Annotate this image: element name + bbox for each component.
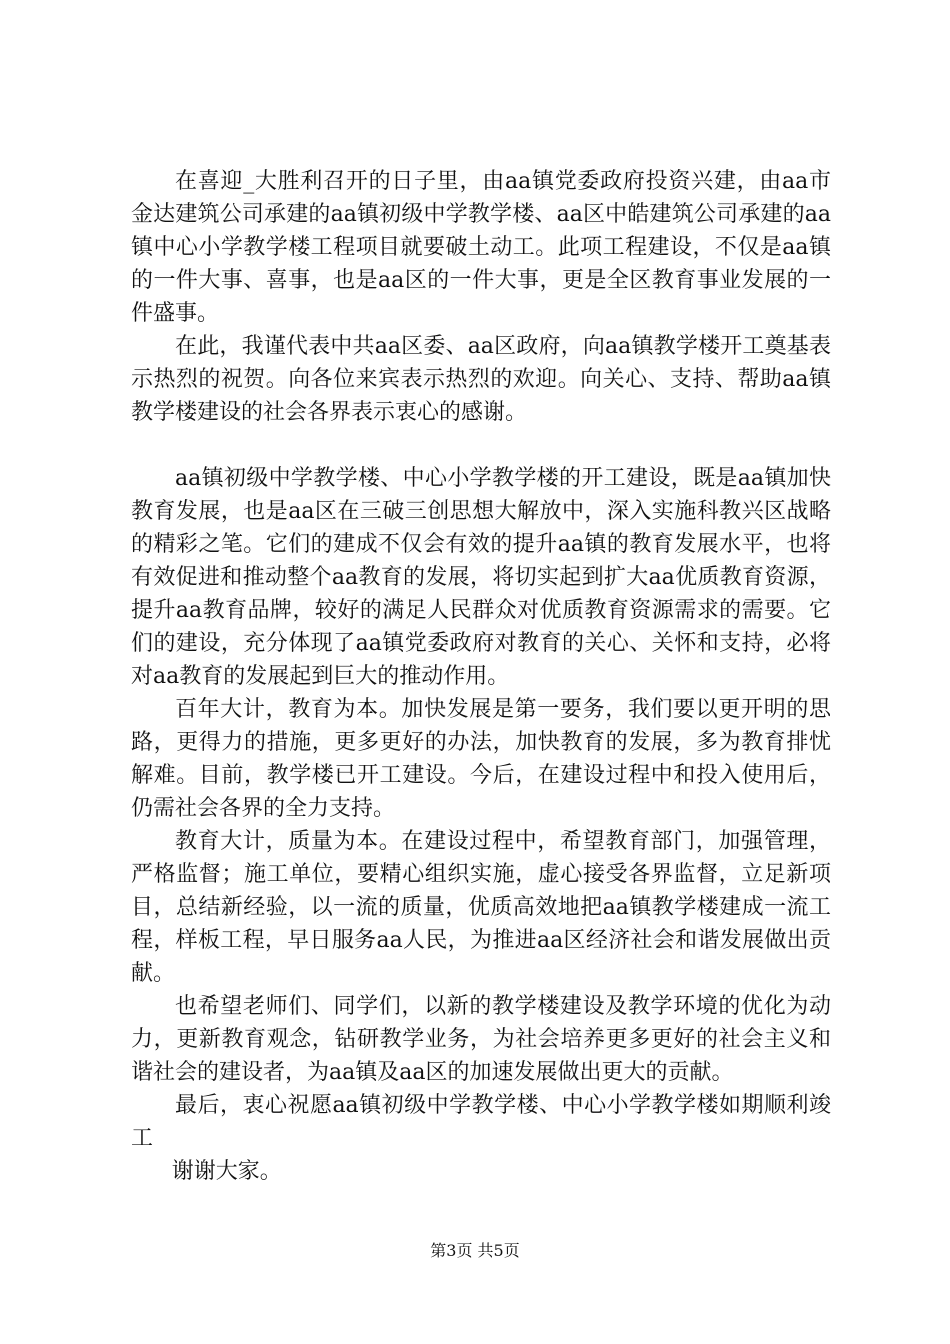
paragraph-3: aa镇初级中学教学楼、中心小学教学楼的开工建设，既是aa镇加快教育发展，也是aa区在三破三创思想大解放中，深入实施科教兴区战略的精彩之笔。它们的建成不仅会有效的提升aa镇的教育发展水平，也将有效促进和推动整个aa教育的发展，将切实起到扩大aa优质教育资源，提升aa教育品牌，较好的满足人民群众对优质教育资源需求的需要。它们的建设，充分体现了aa镇党委政府对教育的关心、关怀和支持，必将对aa教育的发展起到巨大的推动作用。 — [131, 466, 831, 689]
paragraph-1: 在喜迎_大胜利召开的日子里，由aa镇党委政府投资兴建，由aa市金达建筑公司承建的aa镇初级中学教学楼、aa区中皓建筑公司承建的aa镇中心小学教学楼工程项目就要破土动工。此项工程建设，不仅是aa镇的一件大事、喜事，也是aa区的一件大事，更是全区教育事业发展的一件盛事。 — [131, 169, 831, 326]
paragraph-4: 百年大计，教育为本。加快发展是第一要务，我们要以更开明的思路，更得力的措施，更多更好的办法，加快教育的发展，多为教育排忧解难。目前，教学楼已开工建设。今后，在建设过程中和投入使用后，仍需社会各界的全力支持。 — [131, 697, 831, 821]
document-body — [131, 165, 831, 1188]
paragraph-closing: 谢谢大家。 — [171, 1159, 282, 1184]
paragraph-6: 也希望老师们、同学们，以新的教学楼建设及教学环境的优化为动力，更新教育观念，钻研教学业务，为社会培养更多更好的社会主义和谐社会的建设者，为aa镇及aa区的加速发展做出更大的贡献。 — [131, 994, 831, 1085]
paragraph-2: 在此，我谨代表中共aa区委、aa区政府，向aa镇教学楼开工奠基表示热烈的祝贺。向各位来宾表示热烈的欢迎。向关心、支持、帮助aa镇教学楼建设的社会各界表示衷心的感谢。 — [131, 334, 831, 425]
paragraph-5: 教育大计，质量为本。在建设过程中，希望教育部门，加强管理，严格监督；施工单位，要精心组织实施，虚心接受各界监督，立足新项目，总结新经验，以一流的质量，优质高效地把aa镇教学楼建成一流工程，样板工程，早日服务aa人民，为推进aa区经济社会和谐发展做出贡献。 — [131, 829, 831, 986]
paragraph-7: 最后，衷心祝愿aa镇初级中学教学楼、中心小学教学楼如期顺利竣工 — [131, 1093, 831, 1151]
page-footer: 第3页 共5页 — [430, 1241, 520, 1260]
